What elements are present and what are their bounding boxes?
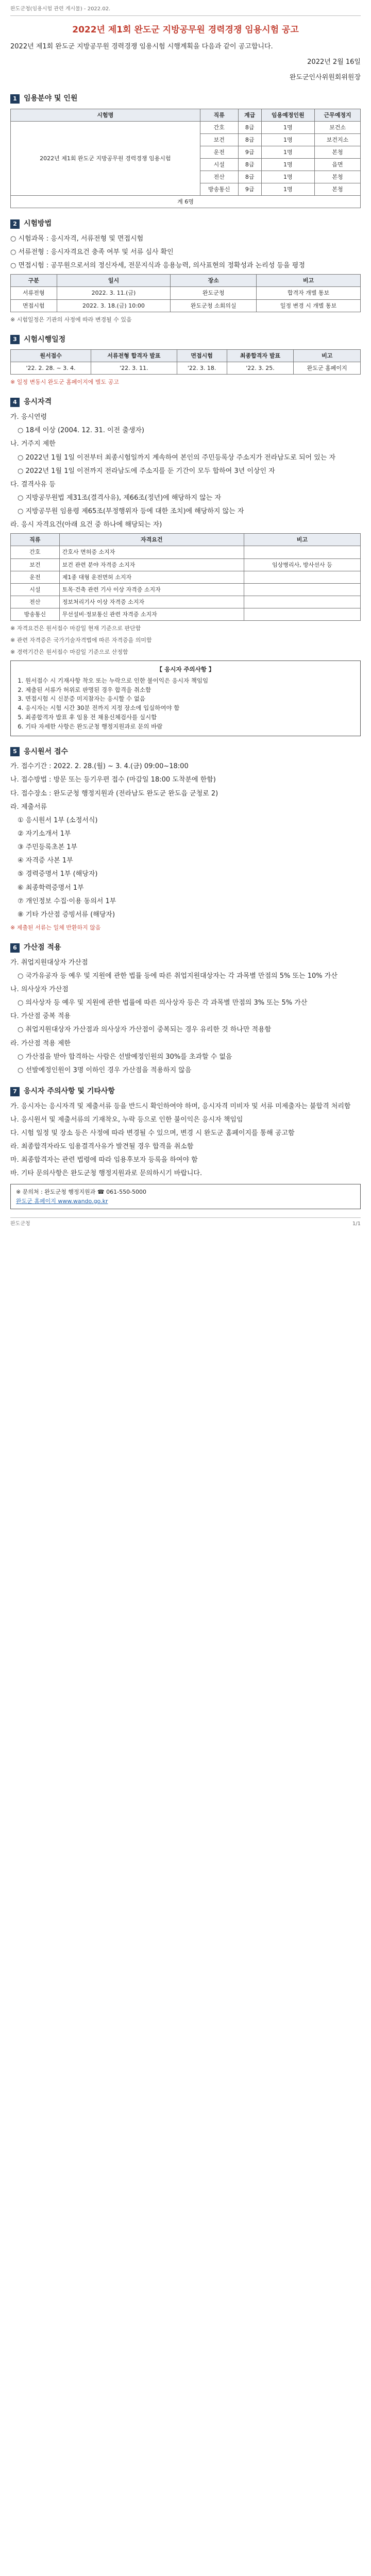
section-title: 시험방법 (24, 219, 52, 228)
table-cell: 1명 (261, 171, 315, 183)
table-cell: 9급 (238, 146, 261, 159)
table-row (11, 571, 361, 583)
table-header: 근무예정지 (315, 109, 361, 121)
section-number: 5 (10, 747, 20, 756)
schedule-table (10, 349, 361, 375)
list-item: 1. 원서접수 시 기재사항 착오 또는 누락으로 인한 불이익은 응시자 책임임 (25, 676, 355, 686)
paragraph: ○ 지방공무원법 제31조(결격사유), 제66조(정년)에 해당하지 않는 자 (18, 494, 222, 502)
table-cell: 2022. 3. 18.(금) 10:00 (57, 299, 171, 312)
note: ※ 일정 변동시 완도군 홈페이지에 별도 공고 (10, 379, 119, 386)
list-item: ④ 자격증 사본 1부 (18, 857, 73, 865)
paragraph: ○ 시험과목 : 응시자격, 서류전형 및 면접시험 (10, 235, 144, 243)
table-cell: 토목·건축 관련 기사 이상 자격증 소지자 (59, 583, 244, 596)
table-cell: 1명 (261, 183, 315, 196)
table-cell: 본청 (315, 146, 361, 159)
section-number: 6 (10, 943, 20, 953)
paragraph: 마. 최종합격자는 관련 법령에 따라 임용후보자 등록을 하여야 함 (10, 1156, 198, 1164)
table-cell: 보건지소 (315, 134, 361, 146)
paragraph: 다. 시험 일정 및 장소 등은 사정에 따라 변경될 수 있으며, 변경 시 완도군 홈페이지를 통해 공고함 (10, 1129, 295, 1137)
section-1-heading (10, 93, 361, 105)
table-cell: 본청 (315, 171, 361, 183)
paragraph: ○ 면접시험 : 공무원으로서의 정신자세, 전문지식과 응용능력, 의사표현의 정확성과 논리성 등을 평정 (10, 262, 305, 270)
intro-text: 2022년 제1회 완도군 지방공무원 경력경쟁 임용시험 시행계획을 다음과 같이 공고합니다. (10, 42, 273, 50)
table-cell (244, 596, 360, 608)
section-title: 시험시행일정 (24, 335, 66, 344)
table-cell: '22. 3. 25. (227, 362, 294, 375)
table-header: 면접시험 (177, 350, 227, 362)
section-2-heading (10, 218, 361, 230)
paragraph: 가. 취업지원대상자 가산점 (10, 958, 88, 967)
paragraph: 바. 기타 문의사항은 완도군청 행정지원과로 문의하시기 바랍니다. (10, 1170, 203, 1178)
table-cell: 보건 (11, 558, 60, 571)
table-cell: 운전 (11, 571, 60, 583)
table-cell: '22. 3. 11. (91, 362, 177, 375)
table-row (11, 362, 361, 375)
caution-box (10, 660, 361, 736)
paragraph: 나. 거주지 제한 (10, 440, 56, 448)
section-title: 응시자격 (24, 398, 52, 406)
table-cell: 간호사 면허증 소지자 (59, 546, 244, 558)
table-cell: 운전 (200, 146, 238, 159)
table-cell: 1명 (261, 134, 315, 146)
paragraph: ○ 2022년 1월 1일 이전까지 전라남도에 주소지를 둔 기간이 모두 합하여 3년 이상인 자 (18, 467, 275, 475)
paragraph: 라. 최종합격자라도 임용결격사유가 발견될 경우 합격을 취소함 (10, 1143, 194, 1151)
table-cell: 정보처리기사 이상 자격증 소지자 (59, 596, 244, 608)
table-header: 비고 (257, 275, 361, 287)
table-cell: 1명 (261, 159, 315, 171)
subsection-title: 라. 응시 자격요건(아래 요건 중 하나에 해당되는 자) (10, 521, 162, 529)
paragraph: 나. 응시원서 및 제출서류의 기재착오, 누락 등으로 인한 불이익은 응시자 책임임 (10, 1115, 243, 1124)
table-header: 임용예정인원 (261, 109, 315, 121)
table-cell: 8급 (238, 159, 261, 171)
table-cell: 서류전형 (11, 287, 57, 299)
table-cell: '22. 2. 28. ~ 3. 4. (11, 362, 91, 375)
issuer: 완도군인사위원회위원장 (289, 74, 361, 82)
table-header: 서류전형 합격자 발표 (91, 350, 177, 362)
header-line: 완도군청(임용시험 관련 게시물) - 2022.02. (10, 5, 361, 16)
table-row (11, 608, 361, 620)
caution-box-title: 【 응시자 주의사항 】 (156, 665, 215, 673)
table-cell: 완도군청 (171, 287, 257, 299)
paragraph: ○ 선발예정인원이 3명 이하인 경우 가산점을 적용하지 않음 (18, 1066, 192, 1074)
paragraph: 다. 결격사유 등 (10, 480, 56, 488)
list-item: 5. 최종합격자 발표 후 임용 전 채용신체검사를 실시함 (25, 713, 355, 722)
paragraph: ○ 서류전형 : 응시자격요건 충족 여부 및 서류 심사 확인 (10, 248, 174, 257)
table-cell: 합격자 개별 통보 (257, 287, 361, 299)
table-cell: 본청 (315, 183, 361, 196)
table-cell: 8급 (238, 122, 261, 134)
positions-table (10, 109, 361, 208)
qualification-table (10, 533, 361, 620)
contact-text: ※ 문의처 : 완도군청 행정지원과 ☎ 061-550-5000 (16, 1189, 147, 1196)
page-footer (10, 1217, 361, 1228)
paragraph: ○ 지방공무원 임용령 제65조(부정행위자 등에 대한 조치)에 해당하지 않는 자 (18, 507, 244, 516)
paragraph: 라. 가산점 적용 제한 (10, 1039, 71, 1047)
table-row (11, 122, 361, 134)
table-cell: 읍면 (315, 159, 361, 171)
paragraph: ○ 의사상자 등 예우 및 지원에 관한 법률에 따른 의사상자 등은 각 과목별 만점의 3% 또는 5% 가산 (18, 999, 308, 1007)
list-item: 4. 응시자는 시험 시간 30분 전까지 지정 장소에 입실하여야 함 (25, 704, 355, 713)
paragraph: ○ 18세 이상 (2004. 12. 31. 이전 출생자) (18, 427, 144, 435)
section-number: 2 (10, 219, 20, 229)
list-item: ⑤ 경력증명서 1부 (해당자) (18, 870, 98, 878)
paragraph: 나. 접수방법 : 방문 또는 등기우편 접수 (마감일 18:00 도착분에 한함) (10, 776, 216, 784)
table-cell: 완도군 홈페이지 (294, 362, 361, 375)
table-cell: 일정 변경 시 개별 통보 (257, 299, 361, 312)
table-cell: 보건소 (315, 122, 361, 134)
paragraph: 다. 가산점 중복 적용 (10, 1012, 71, 1021)
footer-page-number: 1/1 (352, 1221, 361, 1227)
section-6-heading (10, 942, 361, 954)
table-cell: 전산 (200, 171, 238, 183)
table-header: 최종합격자 발표 (227, 350, 294, 362)
note: ※ 제출된 서류는 일체 반환하지 않음 (10, 924, 101, 931)
table-cell: 1명 (261, 122, 315, 134)
section-title: 임용분야 및 인원 (24, 94, 78, 103)
paragraph: 가. 접수기간 : 2022. 2. 28.(월) ~ 3. 4.(금) 09:00~18:00 (10, 762, 189, 771)
total-cell: 계 6명 (11, 196, 361, 208)
paragraph: ○ 2022년 1월 1일 이전부터 최종시험일까지 계속하여 본인의 주민등록상 주소지가 전라남도로 되어 있는 자 (18, 453, 336, 462)
table-cell: 간호 (11, 546, 60, 558)
section-number: 3 (10, 335, 20, 344)
list-item: ③ 주민등록초본 1부 (18, 843, 78, 852)
table-cell: 무선설비·정보통신 관련 자격증 소지자 (59, 608, 244, 620)
list-item: 2. 제출된 서류가 허위로 판명된 경우 합격을 취소함 (25, 686, 355, 695)
table-cell: 9급 (238, 183, 261, 196)
caution-list (25, 676, 355, 732)
subsection-title: 라. 제출서류 (10, 803, 47, 811)
table-row (11, 287, 361, 299)
table-cell: 임상병리사, 방사선사 등 (244, 558, 360, 571)
exam-name-cell: 2022년 제1회 완도군 지방공무원 경력경쟁 임용시험 (11, 122, 200, 196)
list-item: 6. 기타 자세한 사항은 완도군청 행정지원과로 문의 바람 (25, 722, 355, 732)
table-row (11, 583, 361, 596)
section-number: 4 (10, 398, 20, 407)
table-total-row (11, 196, 361, 208)
page-title: 2022년 제1회 완도군 지방공무원 경력경쟁 임용시험 공고 (72, 24, 299, 35)
table-cell: 시설 (200, 159, 238, 171)
contact-box (10, 1184, 361, 1209)
paragraph: 가. 응시자는 응시자격 및 제출서류 등을 반드시 확인하여야 하며, 응시자격 미비자 및 서류 미제출자는 불합격 처리함 (10, 1102, 351, 1110)
list-item: ⑧ 기타 가산점 증빙서류 (해당자) (18, 910, 115, 919)
homepage-link[interactable]: 완도군 홈페이지 www.wando.go.kr (16, 1197, 108, 1205)
table-cell: 전산 (11, 596, 60, 608)
paragraph: ○ 취업지원대상자 가산점과 의사상자 가산점이 중복되는 경우 유리한 것 하나만 적용함 (18, 1026, 272, 1034)
table-header: 구분 (11, 275, 57, 287)
table-cell (244, 571, 360, 583)
table-header: 시험명 (11, 109, 200, 121)
table-cell: 보건 (200, 134, 238, 146)
list-item: ⑥ 최종학력증명서 1부 (18, 884, 84, 892)
list-item: ② 자기소개서 1부 (18, 829, 71, 838)
table-header: 직류 (11, 534, 60, 546)
note: ※ 관련 자격증은 국가기술자격법에 따른 자격증을 의미함 (10, 636, 152, 643)
note: ※ 경력기간은 원서접수 마감일 기준으로 산정함 (10, 648, 128, 655)
announcement-date: 2022년 2월 16일 (307, 58, 361, 66)
table-cell: 간호 (200, 122, 238, 134)
paragraph: ○ 국가유공자 등 예우 및 지원에 관한 법률 등에 따른 취업지원대상자는 각 과목별 만점의 5% 또는 10% 가산 (18, 972, 338, 980)
table-header: 계급 (238, 109, 261, 121)
paragraph: 가. 응시연령 (10, 413, 47, 421)
paragraph: 다. 접수장소 : 완도군청 행정지원과 (전라남도 완도군 완도읍 군청로 2) (10, 789, 218, 798)
table-cell: 8급 (238, 171, 261, 183)
table-cell (244, 546, 360, 558)
table-header: 비고 (244, 534, 360, 546)
table-header: 직류 (200, 109, 238, 121)
list-item: ① 응시원서 1부 (소정서식) (18, 816, 98, 824)
list-item: 3. 면접시험 시 신분증 미지참자는 응시할 수 없음 (25, 694, 355, 704)
table-cell: 면접시험 (11, 299, 57, 312)
table-cell: 방송통신 (200, 183, 238, 196)
table-cell (244, 583, 360, 596)
table-cell: 보건 관련 분야 자격증 소지자 (59, 558, 244, 571)
table-cell: 1명 (261, 146, 315, 159)
table-cell: 8급 (238, 134, 261, 146)
paragraph: ○ 가산점을 받아 합격하는 사람은 선발예정인원의 30%를 초과할 수 없음 (18, 1053, 232, 1061)
table-cell: 완도군청 소회의실 (171, 299, 257, 312)
footer-left: 완도군청 (10, 1221, 30, 1227)
list-item: ⑦ 개인정보 수집·이용 동의서 1부 (18, 897, 116, 905)
table-row (11, 546, 361, 558)
table-header: 장소 (171, 275, 257, 287)
section-3-heading (10, 334, 361, 346)
table-cell: 제1종 대형 운전면허 소지자 (59, 571, 244, 583)
section-7-heading (10, 1086, 361, 1097)
table-row (11, 299, 361, 312)
table-row (11, 596, 361, 608)
table-header: 비고 (294, 350, 361, 362)
section-title: 가산점 적용 (24, 943, 61, 952)
section-number: 7 (10, 1087, 20, 1096)
announcement-page (10, 0, 361, 1238)
table-header: 일시 (57, 275, 171, 287)
table-header: 자격요건 (59, 534, 244, 546)
section-number: 1 (10, 94, 20, 104)
paragraph: 나. 의사상자 가산점 (10, 985, 69, 993)
note: ※ 자격요건은 원서접수 마감일 현재 기준으로 판단함 (10, 624, 141, 632)
table-cell: 방송통신 (11, 608, 60, 620)
table-cell (244, 608, 360, 620)
table-header: 원서접수 (11, 350, 91, 362)
table-cell: 2022. 3. 11.(금) (57, 287, 171, 299)
table-cell: '22. 3. 18. (177, 362, 227, 375)
table-row (11, 558, 361, 571)
exam-method-table (10, 274, 361, 312)
section-4-heading (10, 397, 361, 408)
table-cell: 시설 (11, 583, 60, 596)
section-title: 응시자 주의사항 및 기타사항 (24, 1087, 115, 1095)
section-5-heading (10, 747, 361, 758)
section-title: 응시원서 접수 (24, 747, 69, 756)
note: ※ 시험일정은 기관의 사정에 따라 변경될 수 있음 (10, 316, 132, 323)
